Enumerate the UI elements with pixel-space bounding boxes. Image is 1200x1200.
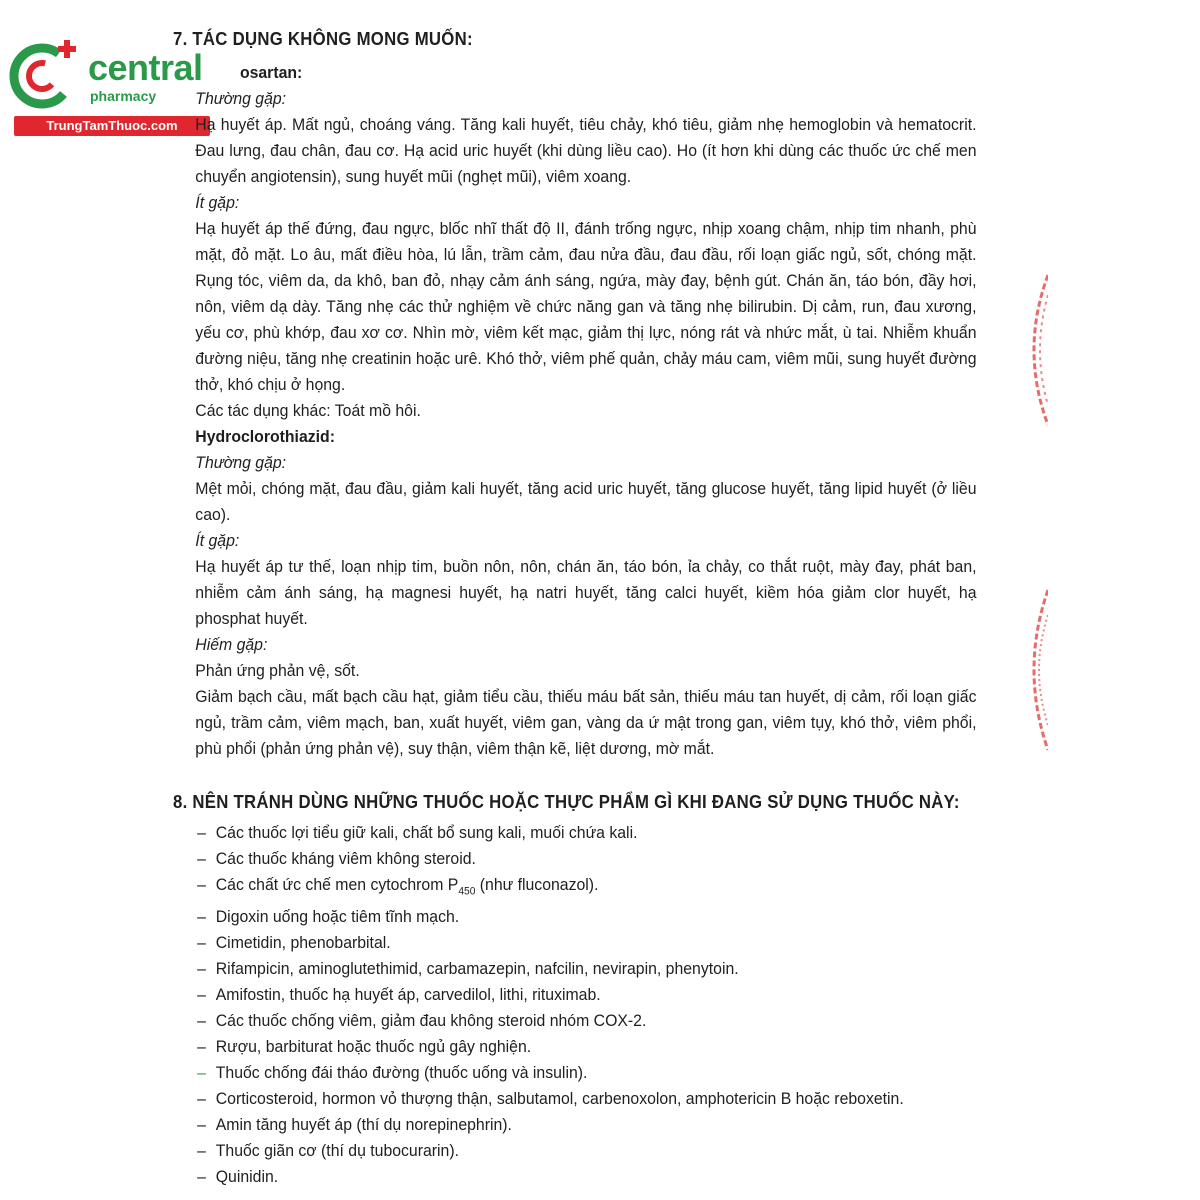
losartan-common-label: Thường gặp:	[195, 89, 287, 108]
list-item	[197, 1086, 904, 1112]
list-item	[197, 846, 904, 872]
list-item	[197, 1112, 904, 1138]
list-item-text: Amin tăng huyết áp (thí dụ norepinephrin).	[215, 1115, 512, 1135]
hctz-uncommon-text: Hạ huyết áp tư thế, loạn nhịp tim, buồn nôn, nôn, chán ăn, táo bón, ỉa chảy, co thắt ruột, mày đay, phát ban, nhiễm cảm ánh sáng, hạ magnesi huyết, hạ natri huyết, tăng calci huyết, kiềm hóa giảm clor huyết, hạ phosphat huyết.	[195, 557, 977, 628]
dash-bullet: –	[197, 959, 206, 979]
dash-bullet: –	[197, 933, 206, 953]
brand-tagline: pharmacy	[90, 88, 157, 104]
list-item	[197, 1138, 904, 1164]
dash-bullet: –	[197, 907, 206, 927]
list-item	[197, 1008, 904, 1034]
list-item	[197, 820, 904, 846]
list-item	[197, 1034, 904, 1060]
losartan-uncommon-text: Hạ huyết áp thế đứng, đau ngực, blốc nhĩ thất độ II, đánh trống ngực, nhịp xoang chậm, nhịp tim nhanh, phù mặt, đỏ mặt. Lo âu, mất điều hòa, lú lẫn, trầm cảm, đau nửa đầu, đau đầu, rối loạn giấc ngủ, sốt, chóng mặt. Rụng tóc, viêm da, da khô, ban đỏ, nhạy cảm ánh sáng, ngứa, mày đay, bệnh gút. Chán ăn, táo bón, đầy hơi, nôn, viêm dạ dày. Tăng nhẹ các thử nghiệm về chức năng gan và tăng nhẹ bilirubin. Dị cảm, run, đau xương, yếu cơ, phù khớp, đau xơ cơ. Nhìn mờ, viêm kết mạc, giảm thị lực, nóng rát và nhức mắt, ù tai. Nhiễm khuẩn đường niệu, tăng nhẹ creatinin hoặc urê. Khó thở, viêm phế quản, chảy máu cam, viêm mũi, sung huyết đường thở, khó chịu ở họng.	[195, 219, 977, 394]
losartan-common-text: Hạ huyết áp. Mất ngủ, choáng váng. Tăng kali huyết, tiêu chảy, khó tiêu, giảm nhẹ hemoglobin và hematocrit. Đau lưng, đau chân, đau cơ. Hạ acid uric huyết (khi dùng liều cao). Ho (ít hơn khi dùng các thuốc ức chế men chuyển angiotensin), sung huyết mũi (nghẹt mũi), viêm xoang.	[195, 115, 977, 186]
brand-website: TrungTamThuoc.com	[14, 116, 210, 136]
list-item-text: Thuốc giãn cơ (thí dụ tubocurarin).	[215, 1141, 460, 1161]
list-item	[197, 930, 904, 956]
hctz-common-text: Mệt mỏi, chóng mặt, đau đầu, giảm kali huyết, tăng acid uric huyết, tăng glucose huyết, tăng lipid huyết (ở liều cao).	[195, 479, 977, 524]
brand-name: central	[88, 47, 203, 88]
list-item-text: Quinidin.	[215, 1167, 279, 1187]
dash-bullet: –	[197, 1089, 206, 1109]
dash-bullet: –	[197, 1141, 206, 1161]
hctz-common-label: Thường gặp:	[195, 453, 287, 472]
dash-bullet: –	[197, 823, 206, 842]
dash-bullet: –	[197, 1063, 206, 1083]
dash-bullet: –	[197, 875, 206, 894]
dash-bullet: –	[197, 1037, 206, 1057]
losartan-other-text: Các tác dụng khác: Toát mồ hôi.	[195, 401, 421, 420]
losartan-title: osartan:	[239, 63, 303, 82]
list-item	[197, 872, 904, 904]
hctz-rare-text-2: Giảm bạch cầu, mất bạch cầu hạt, giảm tiểu cầu, thiếu máu bất sản, thiếu máu tan huyết, dị cảm, rối loạn giấc ngủ, trầm cảm, viêm mạch, ban, xuất huyết, viêm gan, vàng da ứ mật trong gan, viêm tụy, khó thở, viêm phổi, phù phổi (phản ứng phản vệ), suy thận, viêm thận kẽ, liệt dương, mờ mắt.	[195, 687, 977, 758]
section-7-heading: 7. TÁC DỤNG KHÔNG MONG MUỐN:	[172, 29, 473, 49]
list-item-text: Rifampicin, aminoglutethimid, carbamazepin, nafcilin, nevirapin, phenytoin.	[215, 959, 739, 979]
list-item-text: Các thuốc kháng viêm không steroid.	[215, 849, 476, 868]
list-item-text: Rượu, barbiturat hoặc thuốc ngủ gây nghiện.	[215, 1037, 532, 1057]
list-item-subscript: 450	[458, 885, 476, 898]
list-item-text: Digoxin uống hoặc tiêm tĩnh mạch.	[215, 907, 460, 927]
list-item-text: Cimetidin, phenobarbital.	[215, 933, 391, 953]
dash-bullet: –	[197, 1115, 206, 1135]
list-item-text: Các thuốc chống viêm, giảm đau không steroid nhóm COX-2.	[215, 1011, 647, 1031]
dash-bullet: –	[197, 849, 206, 868]
list-item-text: Các chất ức chế men cytochrom P	[215, 875, 459, 894]
list-item-text: Các thuốc lợi tiểu giữ kali, chất bổ sung kali, muối chứa kali.	[215, 823, 638, 842]
list-item	[197, 982, 904, 1008]
list-item-text: Corticosteroid, hormon vỏ thượng thận, salbutamol, carbenoxolon, amphotericin B hoặc reboxetin.	[215, 1089, 904, 1109]
avoid-drug-list	[197, 820, 904, 1190]
section-7-body	[195, 60, 976, 762]
list-item	[197, 1164, 904, 1190]
hctz-uncommon-label: Ít gặp:	[195, 531, 240, 550]
list-item-text: (như fluconazol).	[475, 875, 599, 894]
dash-bullet: –	[197, 1011, 206, 1031]
losartan-uncommon-label: Ít gặp:	[195, 193, 240, 212]
section-8-heading: 8. NÊN TRÁNH DÙNG NHỮNG THUỐC HOẶC THỰC PHẨM GÌ KHI ĐANG SỬ DỤNG THUỐC NÀY:	[172, 792, 960, 812]
list-item-text: Amifostin, thuốc hạ huyết áp, carvedilol, lithi, rituximab.	[215, 985, 601, 1005]
list-item	[197, 1060, 904, 1086]
hctz-title: Hydroclorothiazid:	[195, 427, 335, 446]
dash-bullet: –	[197, 985, 206, 1005]
list-item-text: Thuốc chống đái tháo đường (thuốc uống và insulin).	[215, 1063, 588, 1083]
hctz-rare-text-1: Phản ứng phản vệ, sốt.	[195, 661, 360, 680]
dash-bullet: –	[197, 1167, 206, 1187]
list-item	[197, 904, 904, 930]
hctz-rare-label: Hiếm gặp:	[195, 635, 268, 654]
list-item	[197, 956, 904, 982]
